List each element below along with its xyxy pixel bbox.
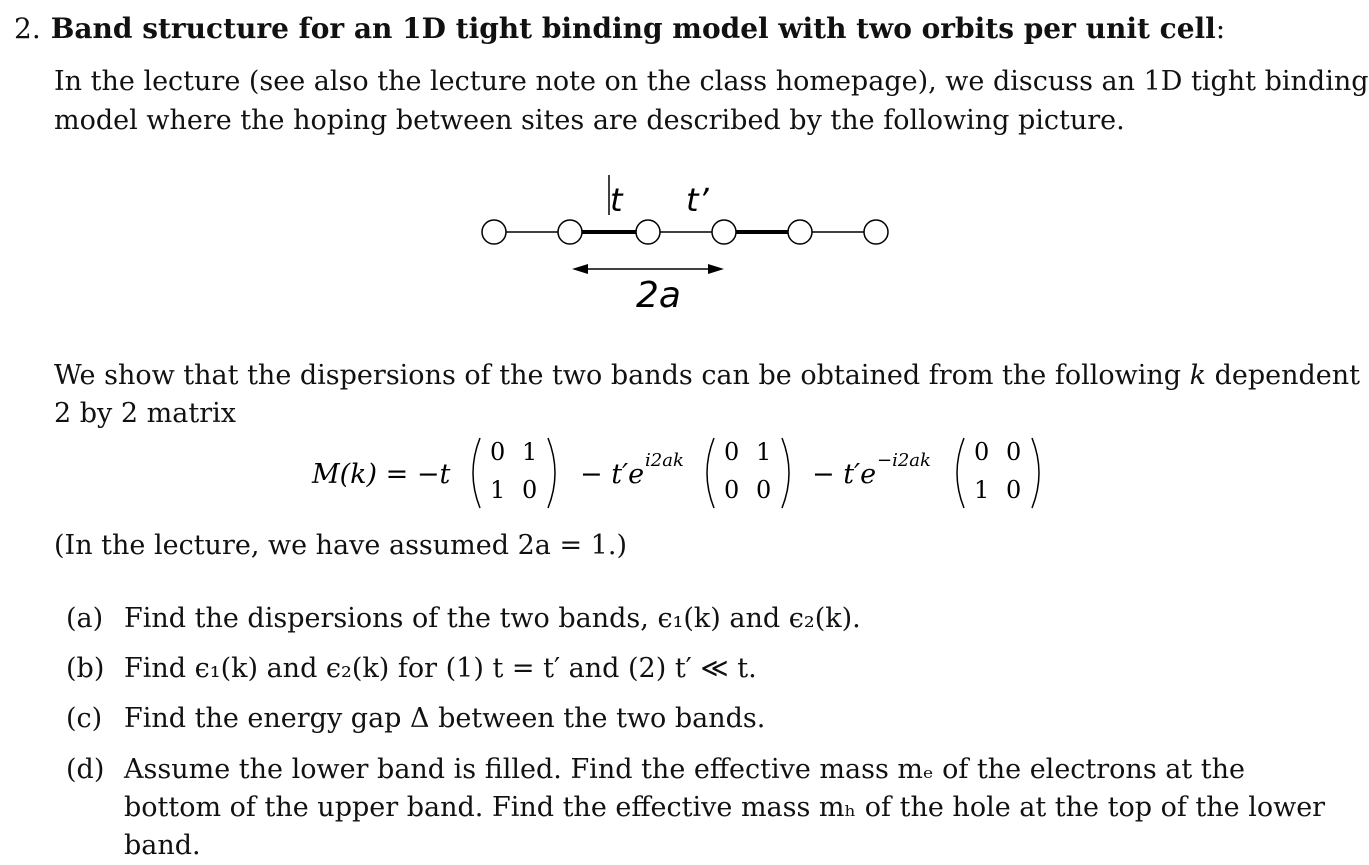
- matrix1-a22: 0: [522, 476, 538, 504]
- matrix1-a11: 0: [490, 438, 506, 466]
- question-d: [66, 751, 1245, 789]
- matrix-intro-var: k: [1189, 360, 1206, 391]
- question-text: Find the energy gap Δ between the two bands.: [124, 703, 766, 734]
- matrix3-a22: 0: [1006, 476, 1022, 504]
- label-t: t: [610, 181, 623, 219]
- lattice-site: [864, 220, 888, 244]
- question-c: [66, 700, 765, 738]
- matrix-intro-pre: We show that the dispersions of the two bands can be obtained from the following: [54, 360, 1190, 391]
- matrix1-a21: 1: [490, 476, 506, 504]
- matrix-equation: [312, 428, 1072, 518]
- question-label: (d): [66, 754, 105, 785]
- question-text: Find the dispersions of the two bands, ϵ₁(k) and ϵ₂(k).: [124, 603, 861, 634]
- matrix3-right-paren: [1032, 438, 1039, 508]
- matrix2-a12: 1: [756, 438, 772, 466]
- problem-number: 2.: [14, 12, 41, 45]
- matrix3-a21: 1: [974, 476, 990, 504]
- problem-title-colon: :: [1215, 12, 1226, 45]
- label-t-prime: t’: [686, 181, 709, 219]
- lattice-site: [788, 220, 812, 244]
- matrix1-right-paren: [548, 438, 555, 508]
- label-2a: 2a: [636, 275, 681, 316]
- lattice-diagram: [470, 165, 900, 325]
- question-d-line-3: band.: [124, 830, 201, 861]
- question-label: (b): [66, 653, 105, 684]
- question-label: (c): [66, 703, 103, 734]
- lattice-site: [558, 220, 582, 244]
- matrix2-right-paren: [782, 438, 789, 508]
- lattice-site: [482, 220, 506, 244]
- question-a: [66, 600, 861, 638]
- equation-lhs: M(k) = −t: [312, 459, 451, 490]
- question-text: Find ϵ₁(k) and ϵ₂(k) for (1) t = t′ and (2) t′ ≪ t.: [124, 653, 757, 684]
- question-b: [66, 650, 757, 688]
- equation-term3: − t′e: [812, 459, 877, 490]
- matrix1-left-paren: [473, 438, 480, 508]
- arrow-head-left: [572, 264, 588, 274]
- question-text: Assume the lower band is filled. Find the effective mass mₑ of the electrons at the: [124, 754, 1246, 785]
- question-d-line-2: bottom of the upper band. Find the effective mass mₕ of the hole at the top of the lower: [124, 792, 1326, 823]
- matrix-intro-line-1: [54, 357, 1360, 395]
- matrix-intro-post: dependent: [1206, 360, 1360, 391]
- matrix3-a12: 0: [1006, 438, 1022, 466]
- lattice-site: [712, 220, 736, 244]
- intro-line-1: In the lecture (see also the lecture note on the class homepage), we discuss an 1D tight binding: [54, 66, 1369, 97]
- matrix-intro-line-2: 2 by 2 matrix: [54, 398, 236, 429]
- equation-term2: − t′e: [580, 459, 645, 490]
- question-label: (a): [66, 603, 104, 634]
- equation-term2-exp: i2ak: [645, 450, 684, 471]
- problem-title: Band structure for an 1D tight binding model with two orbits per unit cell: [50, 12, 1216, 45]
- arrow-head-right: [708, 264, 724, 274]
- problem-heading: [14, 12, 1225, 45]
- matrix1-a12: 1: [522, 438, 538, 466]
- intro-line-2: model where the hoping between sites are described by the following picture.: [54, 105, 1125, 136]
- matrix2-a22: 0: [756, 476, 772, 504]
- equation-term3-exp: −i2ak: [877, 450, 931, 471]
- matrix2-a21: 0: [724, 476, 740, 504]
- lattice-site: [636, 220, 660, 244]
- matrix3-left-paren: [957, 438, 964, 508]
- matrix3-a11: 0: [974, 438, 990, 466]
- matrix2-left-paren: [707, 438, 714, 508]
- assumption-note: (In the lecture, we have assumed 2a = 1.): [54, 530, 627, 561]
- matrix2-a11: 0: [724, 438, 740, 466]
